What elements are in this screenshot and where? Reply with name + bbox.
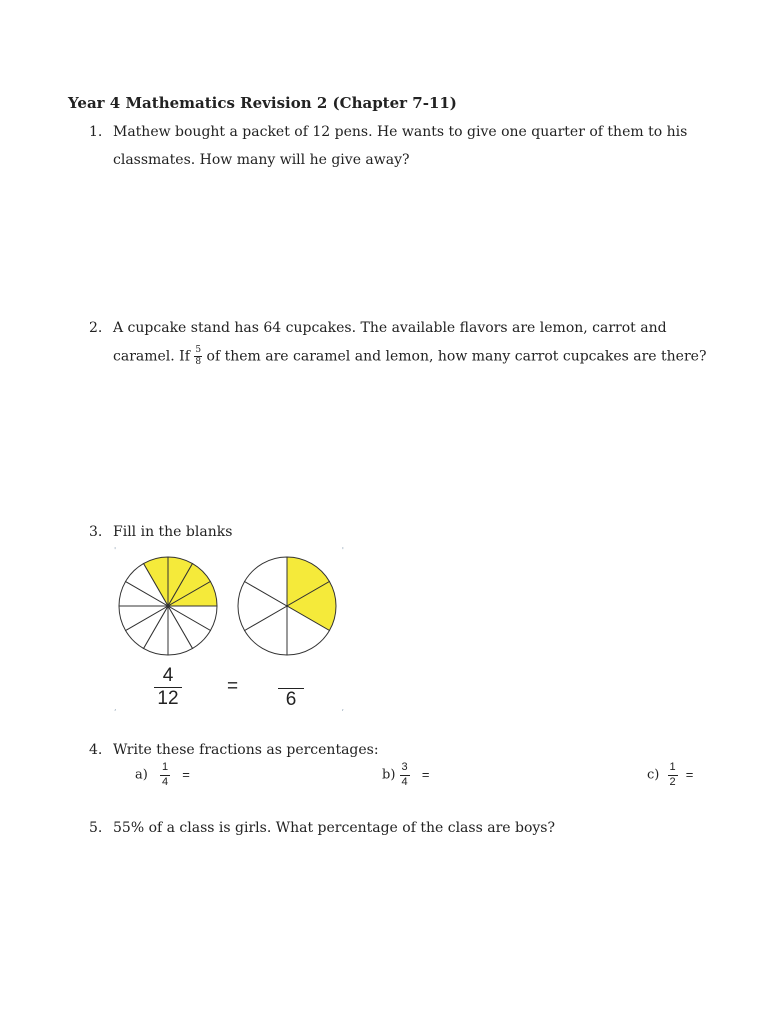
question-3-text: Fill in the blanks bbox=[113, 524, 233, 540]
right-fraction-denominator: 6 bbox=[285, 689, 297, 710]
question-4-text: Write these fractions as percentages: bbox=[113, 742, 379, 758]
figure-corner-mark: ' bbox=[114, 546, 117, 555]
equals-sign: = bbox=[227, 676, 239, 697]
percentage-item-equals: = bbox=[685, 766, 694, 782]
question-2-line-2 bbox=[113, 346, 706, 367]
percentage-item-label: b) bbox=[382, 767, 396, 783]
question-2-number: 2. bbox=[89, 320, 103, 336]
question-2-line-2-start: caramel. If bbox=[113, 348, 190, 365]
question-2-fraction-denominator: 8 bbox=[195, 357, 202, 367]
percentage-item-label: a) bbox=[135, 767, 148, 783]
question-2-fraction-numerator: 5 bbox=[195, 345, 202, 355]
percentage-item-b bbox=[382, 762, 429, 788]
percentage-item-c bbox=[647, 762, 693, 788]
right-fraction-blank-numerator[interactable] bbox=[278, 666, 304, 687]
fraction-denominator: 4 bbox=[161, 775, 169, 788]
fraction-numerator: 3 bbox=[400, 762, 410, 776]
left-fraction-label bbox=[154, 666, 182, 709]
fraction-numerator: 1 bbox=[668, 762, 678, 776]
question-2-line-2-end: of them are caramel and lemon, how many carrot cupcakes are there? bbox=[206, 348, 707, 365]
fraction-circles bbox=[112, 546, 346, 666]
sixths-circle bbox=[238, 557, 336, 655]
percentage-item-label: c) bbox=[647, 767, 660, 783]
question-1-line-1: Mathew bought a packet of 12 pens. He wants to give one quarter of them to his bbox=[113, 124, 688, 140]
question-5-text: 55% of a class is girls. What percentage of the class are boys? bbox=[113, 820, 555, 836]
question-1-line-2: classmates. How many will he give away? bbox=[113, 152, 410, 168]
question-2-line-1: A cupcake stand has 64 cupcakes. The available flavors are lemon, carrot and bbox=[113, 320, 667, 336]
percentage-item-a bbox=[135, 762, 190, 788]
percentage-item-equals: = bbox=[182, 766, 190, 782]
percentage-item-fraction bbox=[400, 762, 410, 788]
right-fraction-label bbox=[278, 666, 304, 710]
question-1-number: 1. bbox=[89, 124, 103, 140]
fraction-denominator: 2 bbox=[669, 775, 676, 788]
worksheet-title: Year 4 Mathematics Revision 2 (Chapter 7-11) bbox=[68, 94, 457, 112]
percentage-item-equals: = bbox=[421, 766, 430, 782]
question-3-number: 3. bbox=[89, 524, 103, 540]
percentage-item-fraction bbox=[668, 762, 678, 788]
fraction-figure bbox=[112, 546, 346, 712]
fraction-denominator: 4 bbox=[401, 775, 408, 788]
left-fraction-denominator: 12 bbox=[157, 688, 179, 709]
figure-corner-mark: ' bbox=[341, 546, 344, 555]
fraction-numerator: 1 bbox=[160, 762, 170, 776]
question-4-number: 4. bbox=[89, 742, 103, 758]
question-5-number: 5. bbox=[89, 820, 103, 836]
left-fraction-numerator: 4 bbox=[162, 665, 174, 686]
percentage-item-fraction bbox=[160, 762, 170, 788]
twelfths-circle bbox=[119, 557, 217, 655]
figure-corner-mark: , bbox=[114, 703, 117, 712]
question-2-fraction bbox=[194, 346, 202, 367]
figure-corner-mark: , bbox=[341, 703, 344, 712]
